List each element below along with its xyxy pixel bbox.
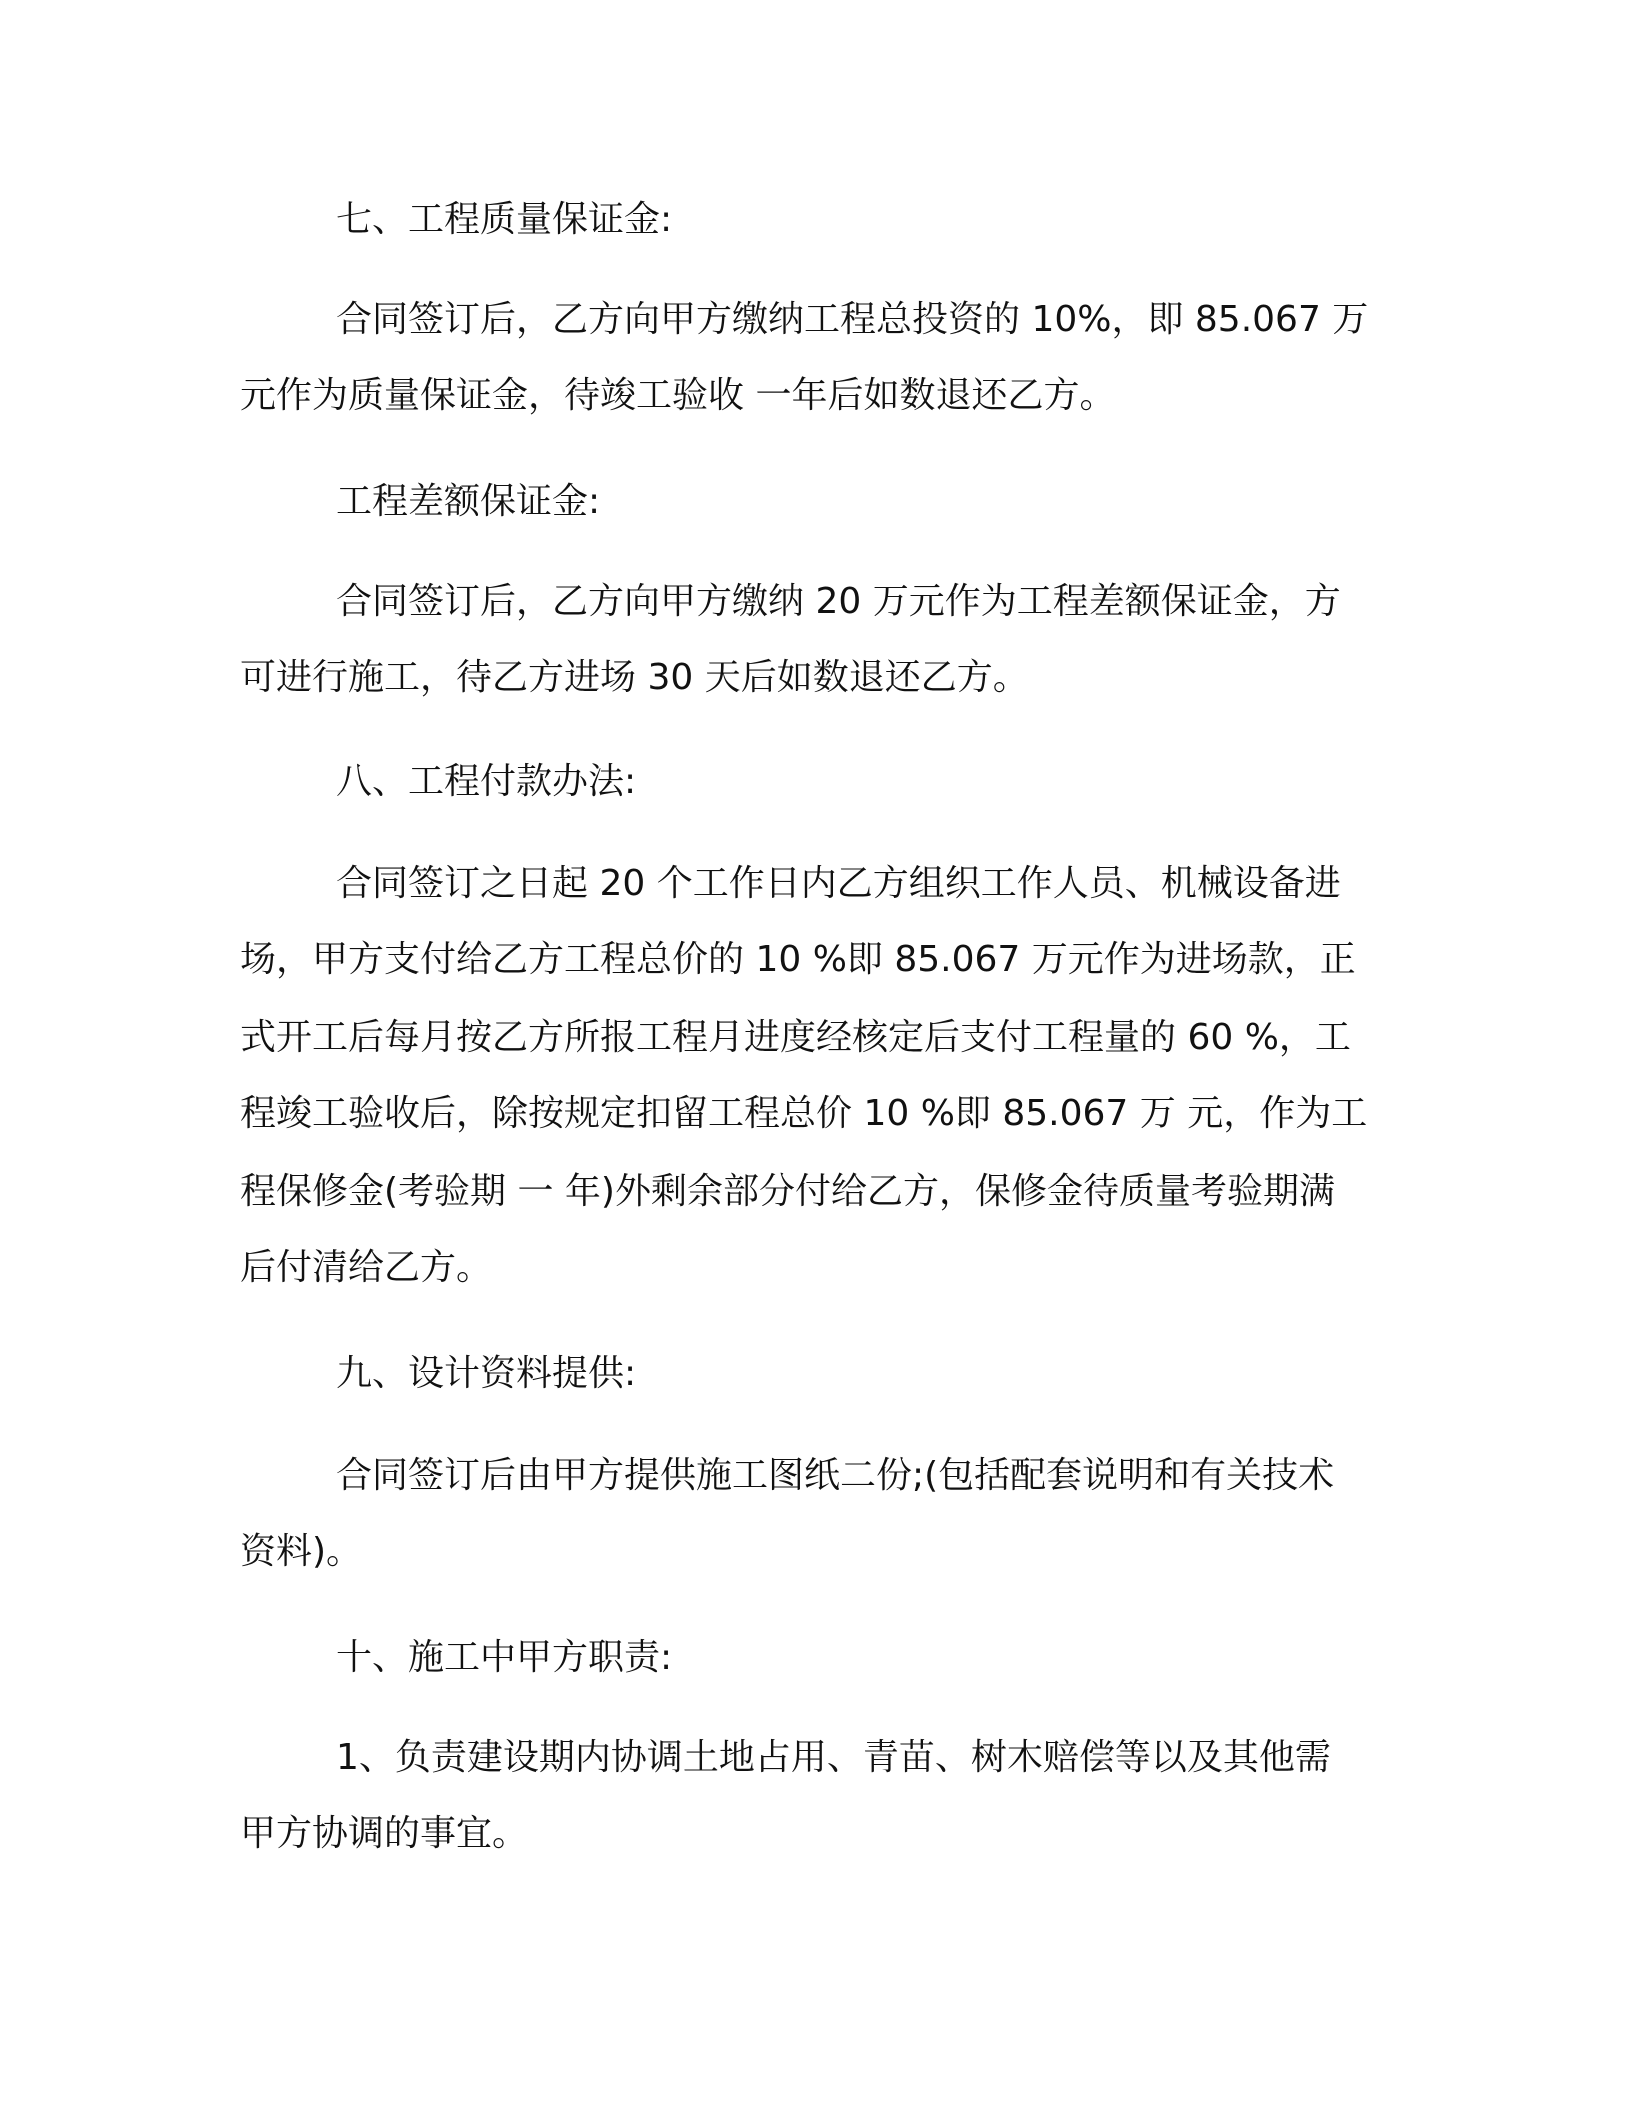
paragraph-line: 1、负责建设期内协调土地占用、青苗、树木赔偿等以及其他需 xyxy=(336,1737,1331,1778)
section-heading: 八、工程付款办法: xyxy=(336,761,637,802)
paragraph-line: 式开工后每月按乙方所报工程月进度经核定后支付工程量的 60 %，工 xyxy=(240,1017,1351,1058)
section-heading: 七、工程质量保证金: xyxy=(336,199,673,240)
section-heading: 九、设计资料提供: xyxy=(336,1353,637,1394)
paragraph-line: 合同签订之日起 20 个工作日内乙方组织工作人员、机械设备进 xyxy=(336,863,1341,904)
paragraph-line: 合同签订后，乙方向甲方缴纳工程总投资的 10%，即 85.067 万 xyxy=(336,299,1369,340)
paragraph-line: 场，甲方支付给乙方工程总价的 10 %即 85.067 万元作为进场款，正 xyxy=(240,939,1356,980)
section-heading: 十、施工中甲方职责: xyxy=(336,1637,673,1678)
paragraph-line: 程保修金(考验期 一 年)外剩余部分付给乙方，保修金待质量考验期满 xyxy=(240,1171,1335,1212)
paragraph-line: 可进行施工，待乙方进场 30 天后如数退还乙方。 xyxy=(240,657,1029,698)
paragraph-line: 元作为质量保证金，待竣工验收 一年后如数退还乙方。 xyxy=(240,375,1116,416)
paragraph-line: 合同签订后，乙方向甲方缴纳 20 万元作为工程差额保证金，方 xyxy=(336,581,1341,622)
paragraph-line: 资料)。 xyxy=(240,1531,363,1572)
paragraph-line: 合同签订后由甲方提供施工图纸二份;(包括配套说明和有关技术 xyxy=(336,1455,1335,1496)
paragraph-line: 后付清给乙方。 xyxy=(240,1247,493,1288)
paragraph-line: 程竣工验收后，除按规定扣留工程总价 10 %即 85.067 万 元，作为工 xyxy=(240,1093,1368,1134)
paragraph-line: 甲方协调的事宜。 xyxy=(240,1813,529,1854)
section-heading: 工程差额保证金: xyxy=(336,481,601,522)
